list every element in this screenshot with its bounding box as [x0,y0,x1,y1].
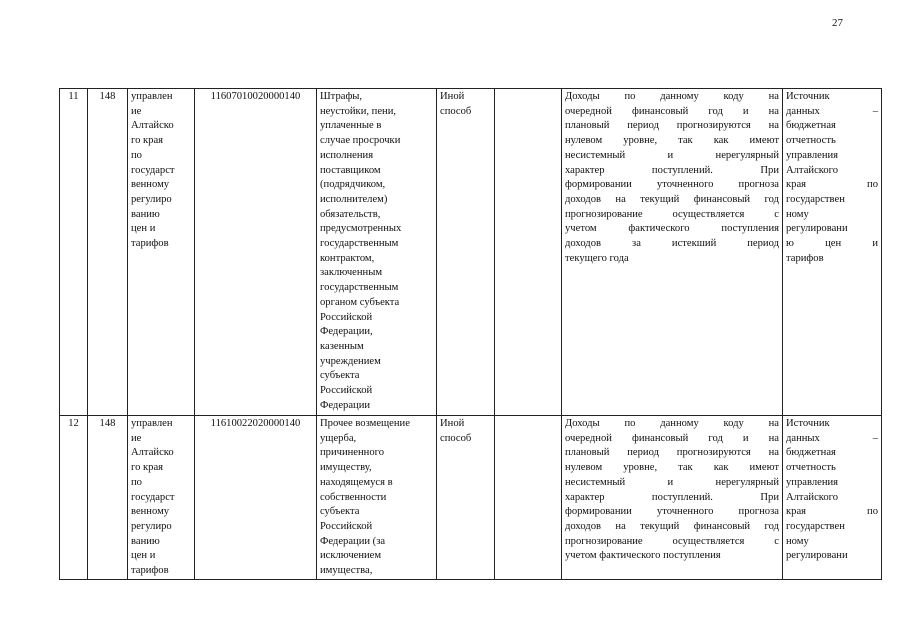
text-line: уплаченные в [320,120,382,132]
formula-cell [495,89,562,416]
text-line: тарифов [131,238,169,250]
text-line: цен и [131,223,156,235]
text-line: Штрафы, [320,91,363,102]
text-line: регулировани [786,550,848,562]
text-line: находящемуся в [320,476,393,488]
text-line: доходов за истекший период [565,238,779,250]
text-line: очередной финансовый год и на [565,432,779,444]
text-line: Российской [320,311,373,323]
text-line: венному [131,506,170,518]
text-line: венному [131,179,170,191]
text-line: плановый период прогнозируются на [565,120,779,132]
text-line: ие [131,105,142,117]
row-number: 12 [60,416,88,580]
text-line: исполнителем) [320,193,388,205]
forecast-method [437,89,495,416]
text-line: Доходы по данному коду на [565,418,779,429]
admin-name [128,416,195,580]
text-line: учетом фактического поступления [565,550,721,562]
income-name [317,416,437,580]
page-number: 27 [832,17,843,29]
text-line: бюджетная [786,447,836,459]
text-line: регулировани [786,223,848,235]
text-line: отчетность [786,135,836,147]
text-line: субъекта [320,506,360,518]
text-line: субъекта [320,370,360,382]
text-line: ущерба, [320,432,357,444]
text-line: исполнения [320,149,374,161]
text-line: Федерации (за [320,535,386,547]
text-line: Алтайско [131,120,174,132]
text-line: характер поступлений. При [565,164,779,176]
text-line: Российской [320,385,373,397]
text-line: государствен [786,193,845,205]
admin-code: 148 [88,416,128,580]
table-row [60,89,882,416]
text-line: отчетность [786,462,836,474]
text-line: данных – [786,432,878,444]
text-line: прогнозирование осуществляется с [565,535,779,547]
data-source [783,416,882,580]
admin-code: 148 [88,89,128,416]
text-line: управления [786,476,839,488]
text-line: го края [131,462,164,474]
text-line: государственным [320,282,399,294]
forecast-method [437,416,495,580]
table-row [60,416,882,580]
text-line: Иной [440,91,465,102]
text-line: формировании уточненного прогноза [565,179,779,191]
text-line: бюджетная [786,120,836,132]
text-line: способ [440,432,472,444]
text-line: доходов на текущий финансовый год [565,520,779,532]
text-line: нулевом уровне, так как имеют [565,135,779,147]
text-line: очередной финансовый год и на [565,105,779,117]
text-line: органом субъекта [320,296,400,308]
text-line: по [131,149,142,161]
text-line: предусмотренных [320,223,402,235]
income-forecast-table [59,88,882,580]
text-line: Источник [786,91,830,102]
text-line: ие [131,432,142,444]
text-line: доходов на текущий финансовый год [565,193,779,205]
text-line: исключением [320,550,382,562]
kbk-code: 11607010020000140 [195,89,317,416]
text-line: причиненного [320,447,385,459]
text-line: го края [131,135,164,147]
text-line: случае просрочки [320,135,401,147]
text-line: регулиро [131,193,172,205]
text-line: государственным [320,238,399,250]
text-line: ному [786,208,809,220]
text-line: обязательств, [320,208,381,220]
text-line: края по [786,179,878,191]
text-line: Иной [440,418,465,429]
text-line: текущего года [565,252,629,264]
text-line: Федерации, [320,326,373,338]
text-line: Алтайско [131,447,174,459]
text-line: края по [786,506,878,518]
text-line: учетом фактического поступления [565,223,779,235]
text-line: тарифов [131,565,169,577]
method-description [562,416,783,580]
text-line: цен и [131,550,156,562]
text-line: ному [786,535,809,547]
text-line: Алтайского [786,164,839,176]
text-line: учреждением [320,355,381,367]
text-line: нулевом уровне, так как имеют [565,462,779,474]
text-line: ванию [131,535,160,547]
text-line: способ [440,105,472,117]
text-line: формировании уточненного прогноза [565,506,779,518]
text-line: государст [131,164,175,176]
text-line: неустойки, пени, [320,105,397,117]
text-line: характер поступлений. При [565,491,779,503]
text-line: имуществу, [320,462,372,474]
income-name [317,89,437,416]
method-description [562,89,783,416]
kbk-code: 11610022020000140 [195,416,317,580]
text-line: по [131,476,142,488]
text-line: управлен [131,91,173,102]
text-line: Источник [786,418,830,429]
admin-name [128,89,195,416]
row-number: 11 [60,89,88,416]
text-line: государствен [786,520,845,532]
text-line: управлен [131,418,173,429]
data-source [783,89,882,416]
text-line: Российской [320,520,373,532]
text-line: Федерации [320,399,371,411]
text-line: управления [786,149,839,161]
text-line: данных – [786,105,878,117]
text-line: тарифов [786,252,824,264]
text-line: ю цен и [786,238,878,250]
text-line: регулиро [131,520,172,532]
text-line: государст [131,491,175,503]
text-line: Прочее возмещение [320,418,410,429]
text-line: имущества, [320,565,373,577]
text-line: несистемный и нерегулярный [565,149,779,161]
text-line: Алтайского [786,491,839,503]
text-line: несистемный и нерегулярный [565,476,779,488]
text-line: (подрядчиком, [320,179,386,191]
text-line: ванию [131,208,160,220]
text-line: контрактом, [320,252,375,264]
text-line: заключенным [320,267,383,279]
text-line: плановый период прогнозируются на [565,447,779,459]
formula-cell [495,416,562,580]
text-line: казенным [320,340,364,352]
text-line: поставщиком [320,164,381,176]
text-line: собственности [320,491,387,503]
text-line: Доходы по данному коду на [565,91,779,102]
text-line: прогнозирование осуществляется с [565,208,779,220]
